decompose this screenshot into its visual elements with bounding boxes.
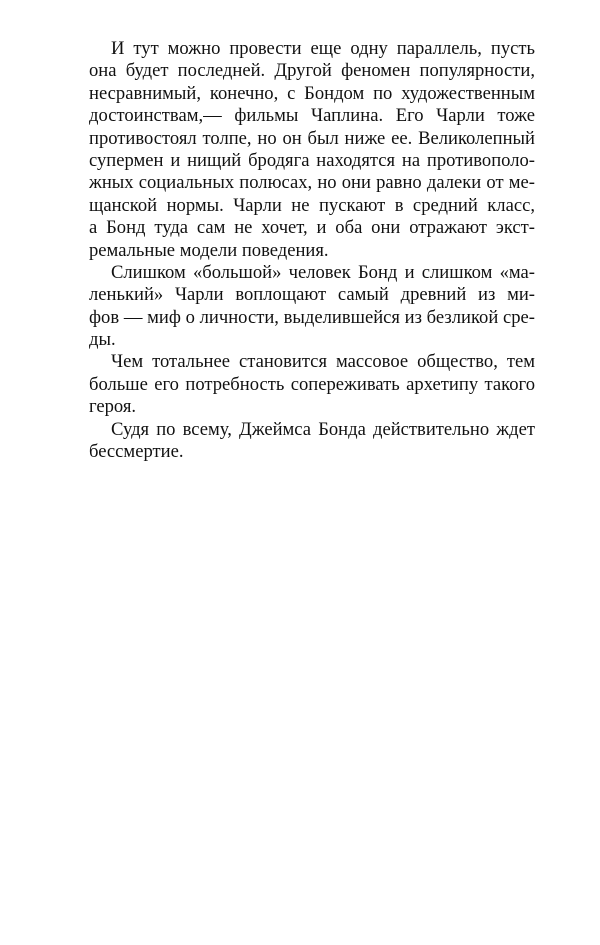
text-line: противостоял толпе, но он был ниже ее. Великолепный <box>89 127 535 149</box>
text-line: Чем тотальнее становится массовое общество, тем <box>111 351 535 373</box>
paragraph-3 <box>89 351 535 418</box>
body-text <box>89 38 535 463</box>
text-line: И тут можно провести еще одну параллель, пусть <box>111 38 535 59</box>
text-line: щанской нормы. Чарли не пускают в средний класс, <box>89 194 535 216</box>
text-line: ды. <box>89 329 116 351</box>
text-line: а Бонд туда сам не хочет, и оба они отражают экст- <box>89 217 535 239</box>
text-line: супермен и нищий бродяга находятся на противополо- <box>89 149 535 171</box>
text-line: она будет последней. Другой феномен популярности, <box>89 60 535 82</box>
text-line: Слишком «большой» человек Бонд и слишком «ма- <box>111 261 535 283</box>
text-line: ленький» Чарли воплощают самый древний из ми- <box>89 284 535 306</box>
text-line: жных социальных полюсах, но они равно далеки от ме- <box>89 172 535 194</box>
text-line: несравнимый, конечно, с Бондом по художественным <box>89 82 535 104</box>
paragraph-2 <box>89 262 535 352</box>
text-line: героя. <box>89 396 137 418</box>
text-line: достоинствам,— фильмы Чаплина. Его Чарли тоже <box>89 105 535 127</box>
text-line: больше его потребность сопереживать архетипу такого <box>89 373 535 395</box>
text-line: фов — миф о личности, выделившейся из безликой сре- <box>89 306 535 328</box>
text-line: бессмертие. <box>89 441 184 463</box>
text-line: ремальные модели поведения. <box>89 239 329 261</box>
paragraph-1 <box>89 38 535 262</box>
paragraph-4 <box>89 419 535 464</box>
text-line: Судя по всему, Джеймса Бонда действительно ждет <box>111 418 535 440</box>
